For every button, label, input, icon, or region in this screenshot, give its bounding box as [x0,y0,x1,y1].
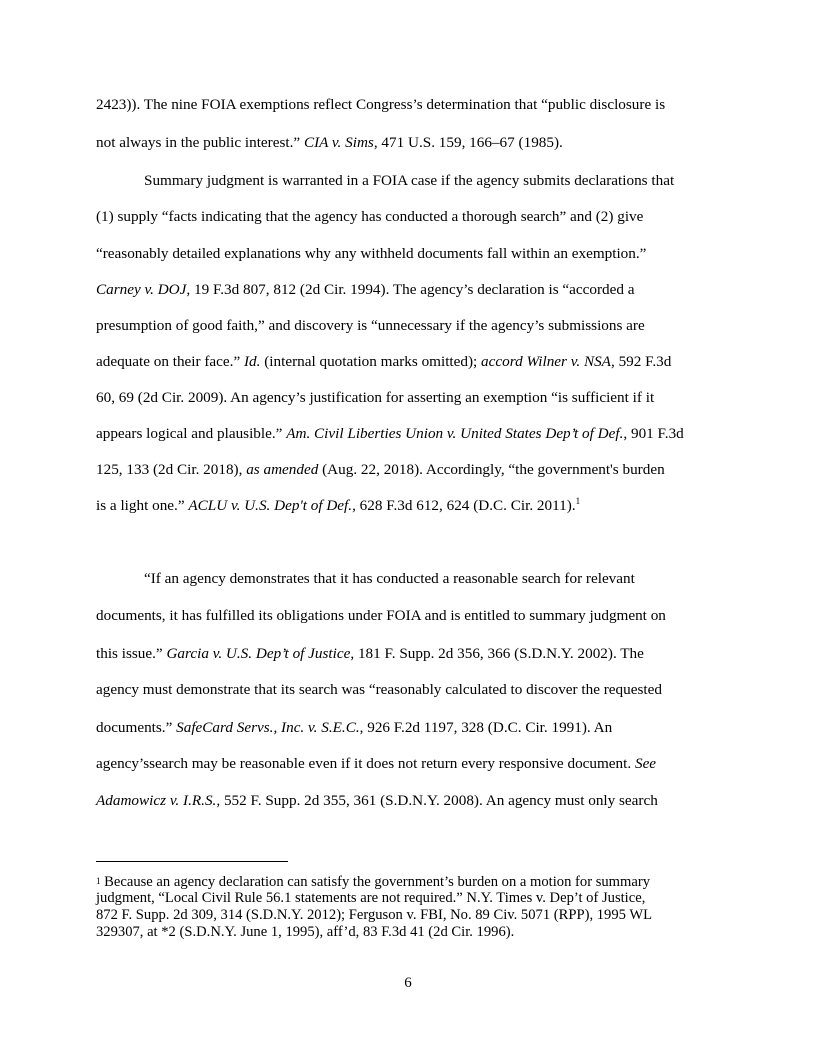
footnote-reference[interactable]: 1 [575,495,581,506]
text-line: 2423)). The nine FOIA exemptions reflect Congress’s determination that “public disclosure is [96,96,666,113]
text-line: 125, 133 (2d Cir. 2018), as amended (Aug. 22, 2018). Accordingly, “the government's burden [96,461,665,478]
case-citation: accord Wilner v. NSA [481,353,611,370]
case-citation: SafeCard Servs., Inc. v. S.E.C. [176,719,360,736]
case-citation: Adamowicz v. I.R.S. [96,792,217,809]
text-line: Carney v. DOJ, 19 F.3d 807, 812 (2d Cir. 1994). The agency’s declaration is “accorded a [96,281,635,298]
text-line: agency must demonstrate that its search was “reasonably calculated to discover the requested [96,681,662,698]
case-citation: Carney v. DOJ [96,281,187,298]
page-number: 6 [404,975,412,991]
text-line: not always in the public interest.” CIA v. Sims, 471 U.S. 159, 166–67 (1985). [96,134,563,151]
text-line: Adamowicz v. I.R.S., 552 F. Supp. 2d 355, 361 (S.D.N.Y. 2008). An agency must only search [96,792,658,809]
text-line: adequate on their face.” Id. (internal quotation marks omitted); accord Wilner v. NSA, 592 F.3d [96,353,672,370]
case-citation: Am. Civil Liberties Union v. United States Dep’t of Def. [286,425,624,442]
footnote-line: 872 F. Supp. 2d 309, 314 (S.D.N.Y. 2012); Ferguson v. FBI, No. 89 Civ. 5071 (RPP), 1995 WL [96,907,653,923]
text-line: this issue.” Garcia v. U.S. Dep’t of Justice, 181 F. Supp. 2d 356, 366 (S.D.N.Y. 2002). The [96,645,644,662]
text-line: “reasonably detailed explanations why any withheld documents fall within an exemption.” [96,245,647,262]
text-line: documents.” SafeCard Servs., Inc. v. S.E.C., 926 F.2d 1197, 328 (D.C. Cir. 1991). An [96,719,613,736]
text-line: agency’ssearch may be reasonable even if it does not return every responsive document. See [96,755,657,772]
case-citation: ACLU v. U.S. Dep't of Def. [188,497,353,514]
footnote-line: 1 Because an agency declaration can satisfy the government’s burden on a motion for summary [96,874,651,890]
section-heading [96,533,144,551]
text-line: “If an agency demonstrates that it has conducted a reasonable search for relevant [144,570,635,587]
footnote-mark: 1 [96,876,101,886]
text-line: appears logical and plausible.” Am. Civil Liberties Union v. United States Dep’t of Def., 901 F.3d [96,425,684,442]
footnote-line: judgment, “Local Civil Rule 56.1 statements are not required.” N.Y. Times v. Dep’t of Justice, [96,890,646,906]
text-line: (1) supply “facts indicating that the agency has conducted a thorough search” and (2) give [96,208,644,225]
case-citation: Garcia v. U.S. Dep’t of Justice [166,645,351,662]
signal-see: See [634,755,657,772]
case-citation: as amended [246,461,319,478]
text-line: Summary judgment is warranted in a FOIA case if the agency submits declarations that [144,172,675,189]
text-line: documents, it has fulfilled its obligations under FOIA and is entitled to summary judgment on [96,607,666,624]
text-line: 60, 69 (2d Cir. 2009). An agency’s justification for asserting an exemption “is sufficient if it [96,389,655,406]
text-line: is a light one.” ACLU v. U.S. Dep't of Def., 628 F.3d 612, 624 (D.C. Cir. 2011).$^1$ [96,495,581,514]
text-line: presumption of good faith,” and discovery is “unnecessary if the agency’s submissions are [96,317,645,334]
case-citation: Id. [244,353,261,370]
footnote-separator [96,861,288,862]
case-citation: CIA v. Sims [303,134,374,151]
footnote-line: 329307, at *2 (S.D.N.Y. June 1, 1995), aff’d, 83 F.3d 41 (2d Cir. 1996). [96,924,515,940]
